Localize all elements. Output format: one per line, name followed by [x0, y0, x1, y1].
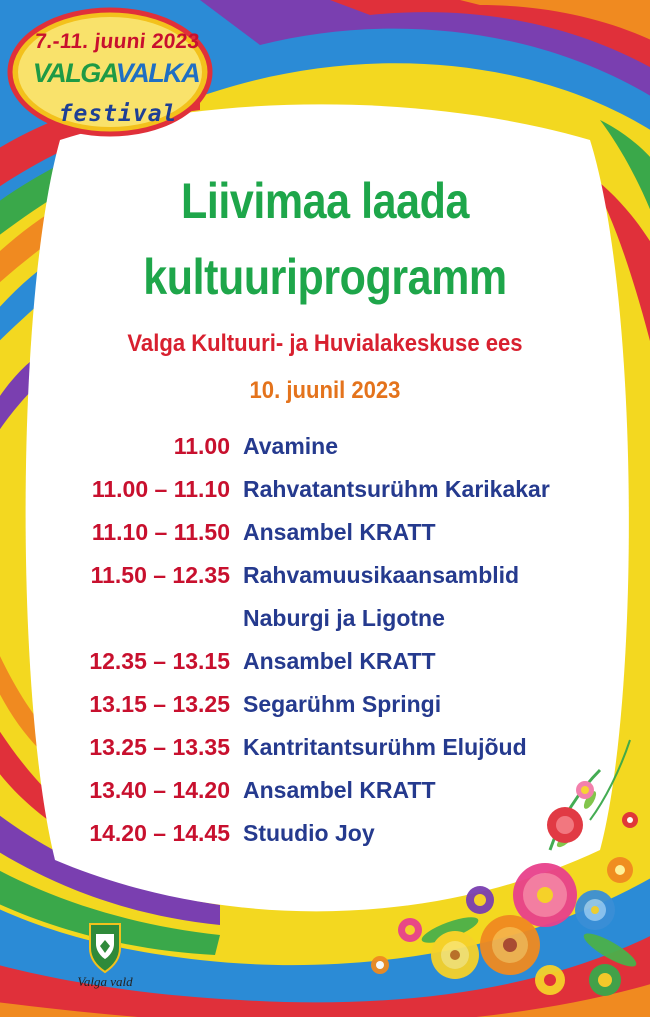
festival-date: 7.-11. juuni 2023 — [33, 30, 201, 53]
schedule-row — [0, 648, 650, 686]
venue-text: Valga Kultuuri- ja Huvialakeskuse ees — [127, 330, 523, 357]
schedule-act: Ansambel KRATT — [243, 519, 436, 545]
event-date: 10. juunil 2023 — [249, 377, 401, 404]
schedule-time: 12.35 – 13.15 — [89, 648, 230, 674]
festival-logo-valga: VALGA — [32, 58, 116, 88]
schedule-time: 13.25 – 13.35 — [89, 734, 230, 760]
flower-decoration-icon — [350, 730, 650, 1017]
schedule-row — [0, 691, 650, 729]
valga-vald-crest-icon — [60, 920, 150, 976]
festival-logo — [18, 58, 214, 89]
festival-subtitle: festival — [58, 101, 178, 127]
schedule-time: 11.10 – 11.50 — [91, 519, 230, 545]
valga-vald-crest — [60, 920, 150, 1000]
schedule-time: 11.00 — [173, 433, 230, 459]
schedule-act: Ansambel KRATT — [243, 777, 436, 803]
schedule-time: 11.00 – 11.10 — [91, 476, 230, 502]
schedule-row — [0, 476, 650, 514]
schedule-act: Rahvamuusikaansamblid — [243, 562, 520, 588]
schedule-act: Naburgi ja Ligotne — [243, 605, 445, 631]
schedule-act: Kantritantsurühm Elujõud — [243, 734, 527, 760]
schedule-time: 13.15 – 13.25 — [89, 691, 230, 717]
schedule-act: Avamine — [243, 433, 339, 459]
schedule-time: 13.40 – 14.20 — [89, 777, 230, 803]
festival-badge — [6, 6, 214, 138]
schedule-act: Stuudio Joy — [243, 820, 375, 846]
page-title-line-1: Liivimaa laada — [181, 173, 469, 229]
schedule-time: 11.50 – 12.35 — [90, 562, 230, 588]
schedule-row — [0, 519, 650, 557]
schedule-row — [0, 605, 650, 643]
page-title-line-2: kultuuriprogramm — [143, 249, 507, 305]
crest-caption: Valga vald — [77, 974, 133, 989]
schedule-row — [0, 562, 650, 600]
schedule-row — [0, 433, 650, 471]
schedule-act: Segarühm Springi — [243, 691, 442, 717]
schedule-act: Ansambel KRATT — [243, 648, 436, 674]
festival-logo-valka: VALKA — [115, 58, 200, 88]
schedule-act: Rahvatantsurühm Karikakar — [243, 476, 550, 502]
schedule-time: 14.20 – 14.45 — [89, 820, 230, 846]
